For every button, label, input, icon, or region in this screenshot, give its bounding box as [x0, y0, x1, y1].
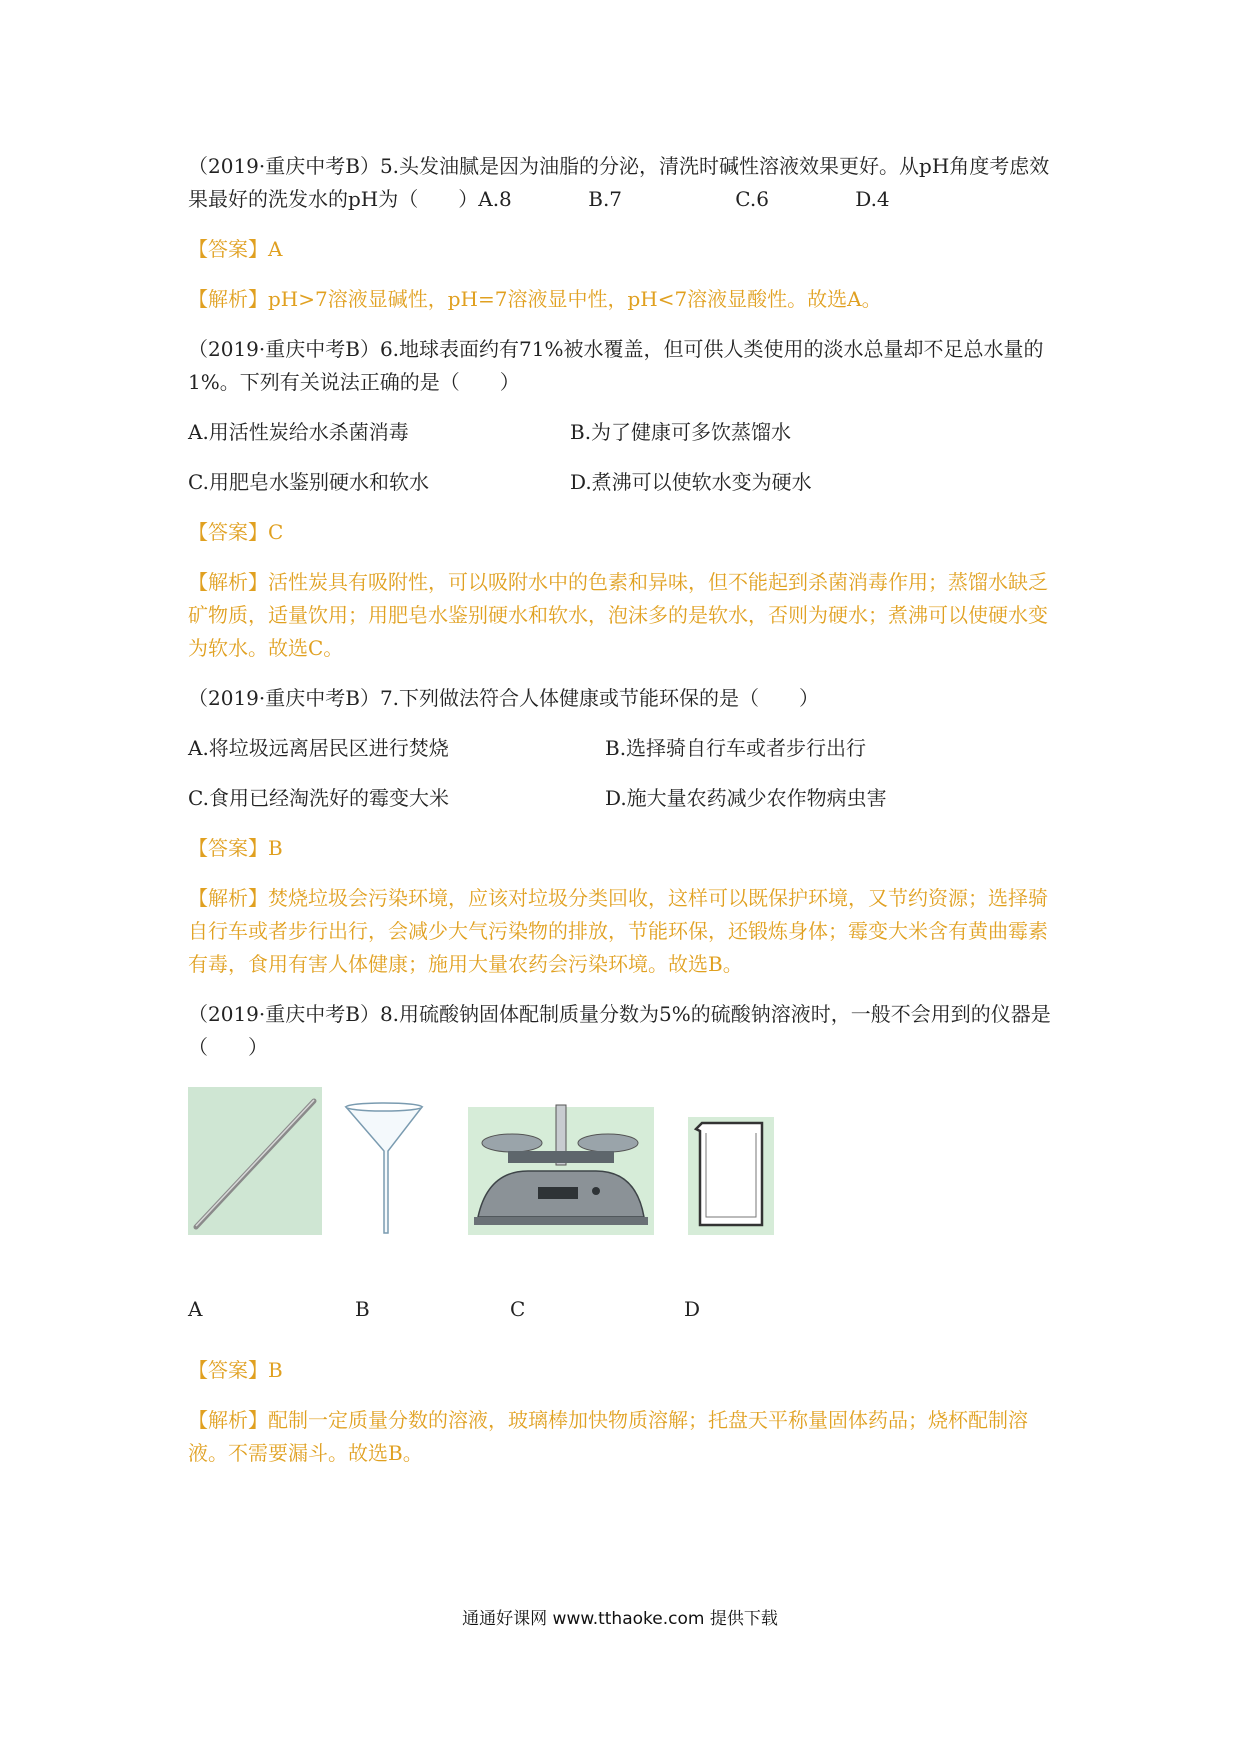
glass-rod-image: [188, 1087, 322, 1235]
q7-answer: 【答案】B: [188, 836, 283, 860]
q7-option-c: C.食用已经淘洗好的霉变大米: [188, 786, 449, 810]
q5-option-d: D.4: [855, 187, 890, 211]
q7-option-b: B.选择骑自行车或者步行出行: [605, 736, 867, 760]
fig-label-c: C: [510, 1297, 526, 1321]
q7-option-d: D.施大量农药减少农作物病虫害: [605, 786, 887, 810]
q5-option-b: B.7: [588, 187, 623, 211]
q7-options-row-1: [188, 732, 1058, 765]
document-body: [188, 150, 1058, 1470]
q5-answer: 【答案】A: [188, 237, 283, 261]
q7-options-row-2: [188, 782, 1058, 815]
balance-image: [468, 1087, 654, 1235]
q6-option-a: A.用活性炭给水杀菌消毒: [188, 420, 409, 444]
question-6-stem: （2019·重庆中考B）6.地球表面约有71%被水覆盖，但可供人类使用的淡水总量却不足总水量的1%。下列有关说法正确的是（ ）: [188, 337, 1044, 394]
q6-option-c: C.用肥皂水鉴别硬水和软水: [188, 470, 429, 494]
q8-analysis: 【解析】配制一定质量分数的溶液，玻璃棒加快物质溶解；托盘天平称量固体药品；烧杯配制溶液。不需要漏斗。故选B。: [188, 1408, 1028, 1465]
funnel-image: [344, 1087, 424, 1235]
q8-figure-labels: [188, 1297, 1058, 1337]
fig-label-a: A: [188, 1297, 203, 1321]
q6-options-row-1: [188, 416, 1058, 449]
q8-figures: [188, 1087, 1058, 1297]
q6-option-d: D.煮沸可以使软水变为硬水: [570, 470, 812, 494]
q6-options-row-2: [188, 466, 1058, 499]
fig-label-b: B: [355, 1297, 370, 1321]
q8-answer: 【答案】B: [188, 1358, 283, 1382]
question-8-stem: （2019·重庆中考B）8.用硫酸钠固体配制质量分数为5%的硫酸钠溶液时，一般不会用到的仪器是（ ）: [188, 1002, 1051, 1059]
q6-analysis: 【解析】活性炭具有吸附性，可以吸附水中的色素和异味，但不能起到杀菌消毒作用；蒸馏水缺乏矿物质，适量饮用；用肥皂水鉴别硬水和软水，泡沫多的是软水，否则为硬水；煮沸可以使硬水变为软水。故选C。: [188, 570, 1048, 660]
q5-option-a: A.8: [478, 187, 512, 211]
q7-analysis: 【解析】焚烧垃圾会污染环境，应该对垃圾分类回收，这样可以既保护环境，又节约资源；选择骑自行车或者步行出行，会减少大气污染物的排放，节能环保，还锻炼身体；霉变大米含有黄曲霉素有毒，食用有害人体健康；施用大量农药会污染环境。故选B。: [188, 886, 1048, 976]
question-7-stem: （2019·重庆中考B）7.下列做法符合人体健康或节能环保的是（ ）: [188, 686, 820, 710]
footer-source: 通通好课网 www.tthaoke.com 提供下载: [462, 1609, 778, 1629]
q7-option-a: A.将垃圾远离居民区进行焚烧: [188, 736, 449, 760]
q6-answer: 【答案】C: [188, 520, 284, 544]
q6-option-b: B.为了健康可多饮蒸馏水: [570, 420, 792, 444]
q5-option-c: C.6: [735, 187, 769, 211]
q5-analysis: 【解析】pH>7溶液显碱性，pH=7溶液显中性，pH<7溶液显酸性。故选A。: [188, 287, 882, 311]
beaker-image: [688, 1087, 774, 1235]
fig-label-d: D: [684, 1297, 701, 1321]
question-5-stem: （2019·重庆中考B）5.头发油腻是因为油脂的分泌，清洗时碱性溶液效果更好。从pH角度考虑效果最好的洗发水的pH为（ ）A.8 B.7 C.6 D.4: [188, 150, 1058, 216]
